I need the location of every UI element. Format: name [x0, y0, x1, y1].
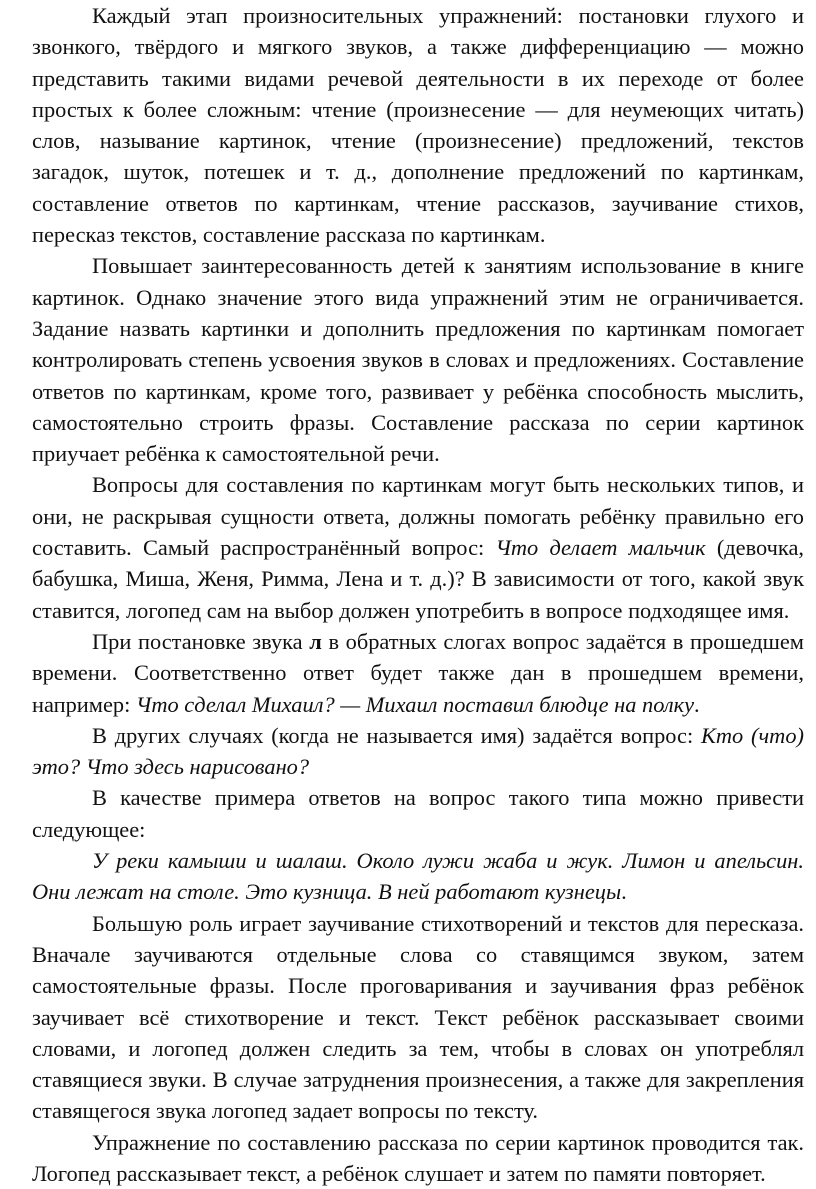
memorization-text: Большую роль играет заучивание стихотворений и текстов для пересказа. Вначале заучиваются отдельные слова со ставящимся звуком, затем самостоятельные фразы. После проговаривания и заучивания фраз ребёнок заучивает всё стихотворение и текст. Текст ребёнок рассказывает своими словами, и логопед должен следить за тем, чтобы в словах он употреблял ставящиеся звуки. В случае затруднения произнесения, а также для закрепления ставящегося звука логопед задает вопросы по тексту. — [32, 910, 804, 1124]
paragraph-pictures-interest — [32, 250, 804, 469]
question-example-what-does-boy-do: Что делает мальчик — [495, 535, 706, 561]
paragraph-pictures-interest-text: Повышает заинтересованность детей к занятиям использование в книге картинок. Однако значение этого вида упражнений этим не ограничивается. Задание назвать картинки и дополнить предложения по картинкам помогает контролировать степень усвоения звуков в словах и предложениях. Составление ответов по картинкам, кроме того, развивает у ребёнка способность мыслить, самостоятельно строить фразы. Составление рассказа по серии картинок приучает ребёнка к самостоятельной речи. — [32, 253, 804, 467]
story-exercise-text: Упражнение по составлению рассказа по серии картинок проводится так. Логопед рассказывает текст, а ребёнок слушает и затем по памяти повторяет. — [32, 1129, 804, 1186]
sound-l-text-end: . — [694, 691, 700, 717]
paragraph-example-intro — [32, 782, 804, 845]
sound-l-example: Что сделал Михаил? — Михаил поставил блюдце на полку — [135, 691, 695, 717]
other-cases-question: Кто (что) это? Что здесь нарисовано? — [32, 722, 805, 780]
paragraph-memorization — [32, 908, 804, 1127]
question-types-text-1: Вопросы для составления по картинкам могут быть нескольких типов, и они, не раскрывая сущности ответа, должны помогать ребёнку правильно его составить. Самый распространённый вопрос: — [32, 472, 804, 561]
paragraph-stages — [32, 0, 804, 250]
sound-l-text-2: в обратных слогах вопрос задаётся в прошедшем времени. Соответственно ответ будет также дан в прошедшем времени, например: — [32, 628, 804, 717]
sound-l-letter: л — [309, 628, 322, 654]
sound-l-text-1: При постановке звука — [92, 628, 310, 654]
paragraph-sound-l — [32, 626, 804, 720]
example-intro-text: В качестве примера ответов на вопрос такого типа можно привести следующее: — [32, 785, 804, 842]
paragraph-story-exercise — [32, 1127, 804, 1189]
question-types-text-2: (девочка, бабушка, Миша, Женя, Римма, Лена и т. д.)? В зависимости от того, какой звук ставится, логопед сам на выбор должен употребить в вопросе подходящее имя. — [32, 535, 804, 623]
paragraph-question-types — [32, 469, 804, 625]
example-answers-text: У реки камыши и шалаш. Около лужи жаба и жук. Лимон и апельсин. Они лежат на столе. Это кузница. В ней работают кузнецы — [32, 848, 804, 905]
paragraph-stages-text: Каждый этап произносительных упражнений: постановки глухого и звонкого, твёрдого и мягкого звуков, а также дифференциацию — можно представить такими видами речевой деятельности в их переходе от более простых к более сложным: чтение (произнесение — для неумеющих читать) слов, называние картинок, чтение (произнесение) предложений, текстов загадок, шуток, потешек и т. д., дополнение предложений по картинкам, составление ответов по картинкам, чтение рассказов, заучивание стихов, пересказ текстов, составление рассказа по картинкам. — [32, 3, 804, 248]
other-cases-text: В других случаях (когда не называется имя) задаётся вопрос: — [92, 722, 701, 748]
example-answers-end: . — [621, 879, 627, 905]
paragraph-other-cases — [32, 720, 804, 783]
paragraph-example-answers — [32, 845, 804, 908]
